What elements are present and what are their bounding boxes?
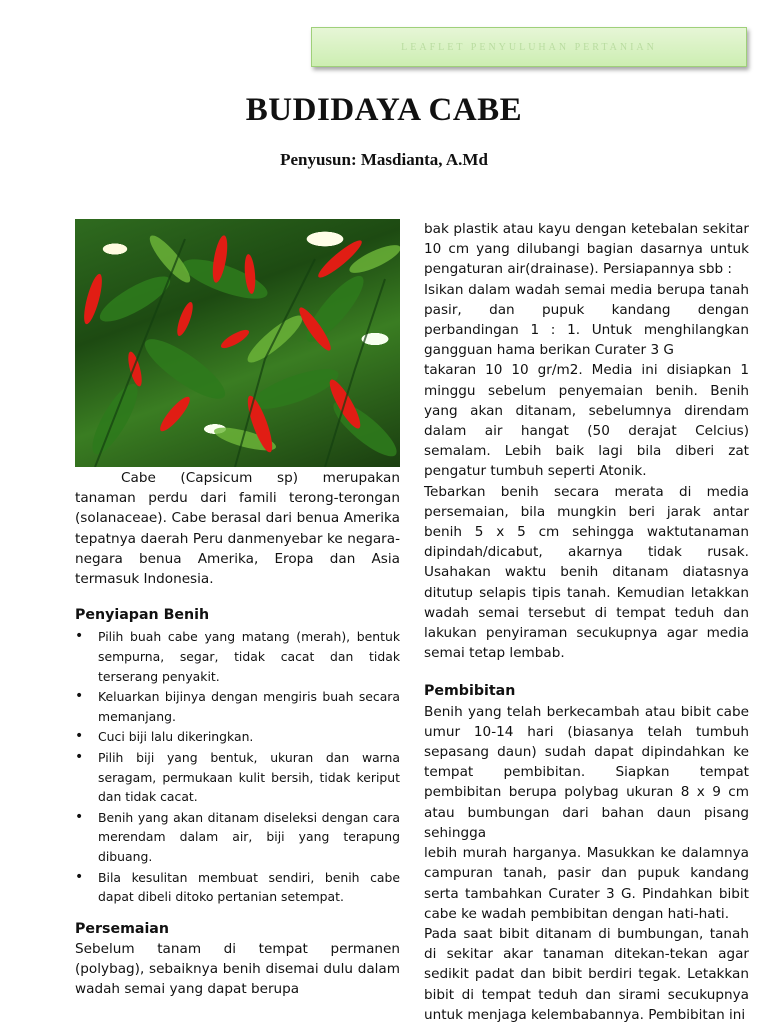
heading-persemaian: Persemaian [75,920,169,937]
chili-plant-illustration [75,219,400,467]
intro-text: Cabe (Capsicum sp) merupakan tanaman perdu dari famili terong-terongan (solanaceae). Cabe berasal dari benua Amerika tepatnya daerah Peru danmenyebar ke negara-negara benua Amerika, Eropa dan Asia termasuk Indonesia. [75,470,400,588]
heading-pembibitan: Pembibitan [424,683,516,700]
heading-penyiapan-benih: Penyiapan Benih [75,607,210,624]
right-column [424,219,749,1025]
paragraph: Benih yang telah berkecambah atau bibit cabe umur 10-14 hari (biasanya telah tumbuh sepasang daun) sudah dapat dipindahkan ke tempat pembibitan. Siapkan tempat pembibitan berupa polybag ukuran 8 x 9 cm atau bumbungan dari bahan daun pisang sehingga [424,703,749,841]
author-line: Penyusun: Masdianta, A.Md [280,150,488,169]
list-item: • Pilih buah cabe yang matang (merah), bentuk sempurna, segar, tidak cacat dan tidak terserang penyakit. [75,627,400,686]
list-item: • Cuci biji lalu dikeringkan. [75,727,400,747]
page-title: BUDIDAYA CABE [245,92,523,128]
benih-list [75,627,400,906]
list-item: • Benih yang akan ditanam diseleksi dengan cara merendam dalam air, biji yang terapung dibuang. [75,808,400,867]
paragraph: Isikan dalam wadah semai media berupa tanah pasir, dan pupuk kandang dengan perbandingan 1 : 1. Untuk menghilangkan gangguan hama berikan Curater 3 G [424,281,749,359]
paragraph: Tebarkan benih secara merata di media persemaian, bila mungkin beri jarak antar benih 5 x 5 cm sehingga waktutanaman dipindah/dicabut, akarnya tidak rusak. Usahakan waktu benih ditanam diatasnya ditutup selapis tipis tanah. Kemudian letakkan wadah semai tersebut di tempat teduh dan lakukan penyiraman secukupnya agar media semai tetap lembab. [424,483,749,662]
chili-plant-photo [75,219,400,467]
intro-paragraph [75,468,400,589]
list-item: • Pilih biji yang bentuk, ukuran dan warna seragam, permukaan kulit bersih, tidak keriput dan tidak cacat. [75,748,400,807]
list-item: • Bila kesulitan membuat sendiri, benih cabe dapat dibeli ditoko pertanian setempat. [75,868,400,907]
paragraph: takaran 10 10 gr/m2. Media ini disiapkan 1 minggu sebelum penyemaian benih. Benih yang akan ditanam, sebelumnya direndam dalam air hangat (50 derajat Celcius) semalam. Lebih baik lagi bila diberi zat pengatur tumbuh seperti Atonik. [424,362,749,480]
left-column [75,468,400,1000]
list-item: • Keluarkan bijinya dengan mengiris buah secara memanjang. [75,687,400,726]
leaflet-banner [311,27,747,67]
banner-text: LEAFLET PENYULUHAN PERTANIAN [401,41,657,53]
paragraph: Pada saat bibit ditanam di bumbungan, tanah di sekitar akar tanaman ditekan-tekan agar sedikit padat dan bibit berdiri tegak. Letakkan bibit di tempat teduh dan sirami secukupnya untuk menjaga kelembabannya. Pembibitan ini [424,925,749,1023]
persemaian-paragraph: Sebelum tanam di tempat permanen (polybag), sebaiknya benih disemai dulu dalam wadah semai yang dapat berupa [75,940,400,998]
paragraph: bak plastik atau kayu dengan ketebalan sekitar 10 cm yang dilubangi bagian dasarnya untuk pengaturan air(drainase). Persiapannya sbb : [424,221,749,278]
paragraph: lebih murah harganya. Masukkan ke dalamnya campuran tanah, pasir dan pupuk kandang serta tambahkan Curater 3 G. Pindahkan bibit cabe ke wadah pembibitan dengan hati-hati. [424,845,749,922]
